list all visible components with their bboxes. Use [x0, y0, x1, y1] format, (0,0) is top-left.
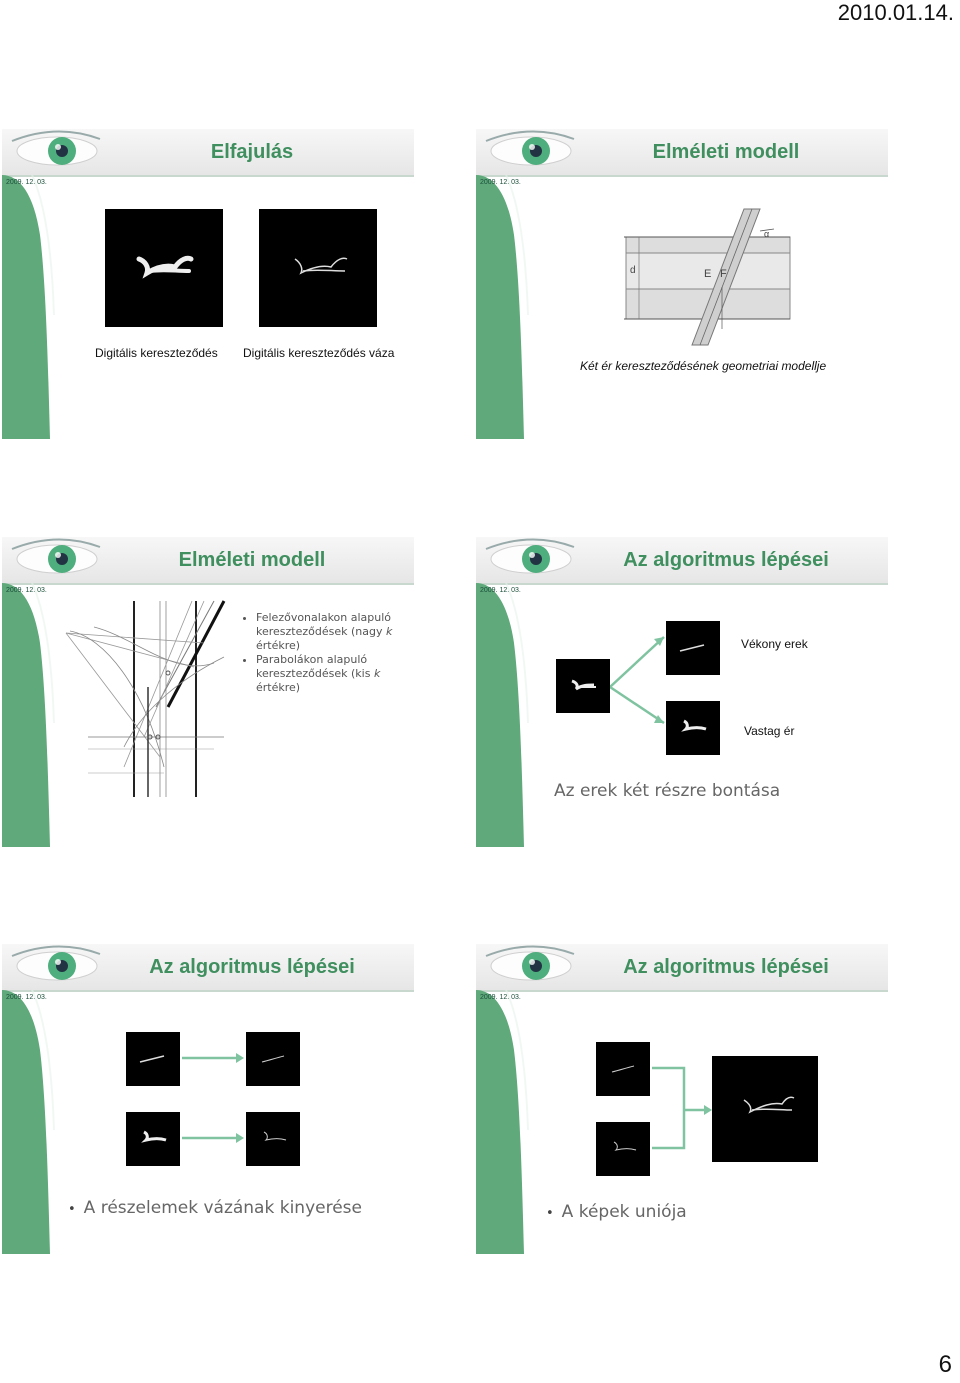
union-image [712, 1056, 818, 1162]
slide-title: Elméleti modell [652, 141, 800, 163]
thick-vessel-skeleton-image [246, 1112, 300, 1166]
caption-skeleton: • A részelemek vázának kinyerése [68, 1198, 362, 1218]
green-band [476, 175, 536, 439]
slide-title: Elméleti modell [178, 549, 326, 571]
diagram-label-d: d [630, 265, 636, 276]
geometric-model-diagram [624, 207, 794, 347]
slide-date: 2009. 12. 03. [480, 179, 521, 186]
slide-3-elmeleti-modell [2, 537, 414, 847]
green-band [476, 583, 536, 847]
union-arrows [650, 1064, 714, 1164]
thin-vessels-skeleton-image [246, 1032, 300, 1086]
digital-crossing-skeleton-image [259, 209, 377, 327]
caption-geometric-model: Két ér kereszteződésének geometriai modellje [580, 359, 827, 373]
thick-vessel-label: Vastag ér [744, 724, 795, 738]
page-date: 2010.01.14. [837, 0, 954, 25]
caption-split: Az erek két részre bontása [554, 781, 781, 801]
green-band [476, 990, 536, 1254]
digital-crossing-image [105, 209, 223, 327]
slide-date: 2009. 12. 03. [6, 179, 47, 186]
slide-title: Az algoritmus lépései [623, 956, 829, 978]
slide-date: 2009. 12. 03. [480, 994, 521, 1001]
thick-vessel-image [666, 701, 720, 755]
slide-title: Elfajulás [210, 141, 294, 163]
skeleton-arrows [180, 1044, 246, 1154]
green-band [2, 990, 62, 1254]
split-arrows [608, 629, 668, 729]
green-band [2, 175, 62, 439]
green-band [2, 583, 62, 847]
slide-5-algoritmus-lepesei [2, 944, 414, 1254]
thin-vessels-label: Vékony erek [741, 637, 808, 651]
thin-vessels-image [126, 1032, 180, 1086]
caption-digital-crossing: Digitális kereszteződés [95, 346, 218, 360]
slide-title: Az algoritmus lépései [149, 956, 355, 978]
slide-1-elfajulas [2, 129, 414, 439]
caption-digital-crossing-skeleton: Digitális kereszteződés váza [243, 346, 395, 360]
slide-date: 2009. 12. 03. [6, 994, 47, 1001]
source-vessel-image [556, 659, 610, 713]
slide-3-bullet-list [242, 611, 406, 695]
diagram-label-f: F [720, 268, 727, 280]
slide-title: Az algoritmus lépései [623, 549, 829, 571]
eye-icon [2, 129, 102, 175]
thick-vessel-skeleton-image [596, 1122, 650, 1176]
caption-union: • A képek uniója [546, 1202, 687, 1222]
page-number: 6 [938, 1351, 952, 1378]
bullet-item: • Parabolákon alapuló kereszteződések (kis k értékre) [256, 653, 406, 695]
slide-date: 2009. 12. 03. [6, 587, 47, 594]
thin-vessels-skeleton-image [596, 1042, 650, 1096]
thick-vessel-image [126, 1112, 180, 1166]
eye-icon [2, 944, 102, 990]
bisector-parabola-diagram [64, 597, 232, 801]
slide-4-algoritmus-lepesei [476, 537, 888, 847]
eye-icon [476, 944, 576, 990]
thin-vessels-image [666, 621, 720, 675]
eye-icon [476, 129, 576, 175]
eye-icon [2, 537, 102, 583]
slide-6-algoritmus-lepesei [476, 944, 888, 1254]
slide-2-elmeleti-modell [476, 129, 888, 439]
bullet-item: • Felezővonalakon alapuló kereszteződések (nagy k értékre) [256, 611, 406, 653]
eye-icon [476, 537, 576, 583]
diagram-label-e: E [704, 268, 712, 280]
diagram-label-alpha: α [764, 229, 770, 239]
slide-date: 2009. 12. 03. [480, 587, 521, 594]
